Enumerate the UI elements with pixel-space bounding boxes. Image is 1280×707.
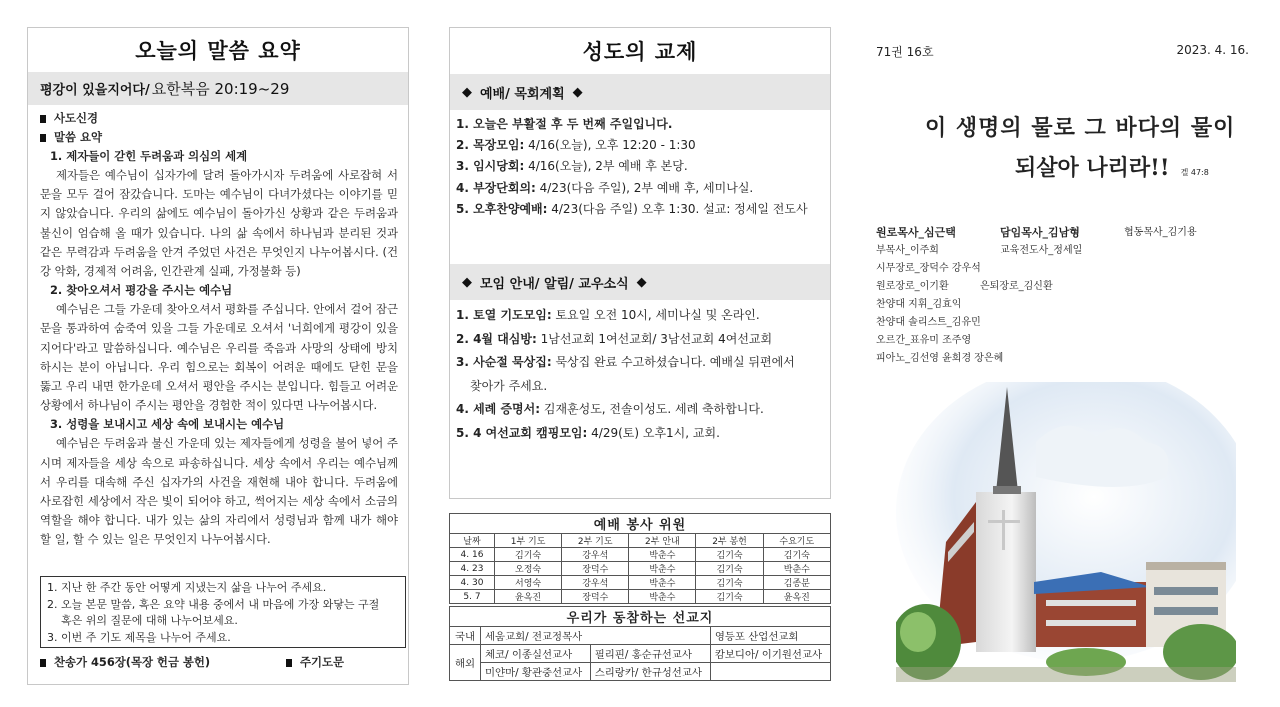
table-row	[450, 663, 831, 681]
table-cell: 박춘수	[629, 590, 696, 604]
diamond-icon: ◆	[636, 274, 647, 290]
table-cell: 캄보디아/ 이기원선교사	[710, 645, 830, 663]
header-cell: 1부 기도	[495, 534, 562, 548]
panel-title: 오늘의 말씀 요약	[135, 39, 301, 63]
church-photo	[896, 382, 1236, 682]
scripture-reference: 요한복음 20:19~29	[151, 80, 290, 98]
table-cell: 4. 23	[450, 562, 495, 576]
news-item: 찾아가 주세요.	[470, 378, 548, 393]
bullet-square-icon	[40, 659, 46, 667]
volume-number: 71권 16호	[876, 45, 934, 59]
table-cell: 미얀마/ 황관중선교사	[481, 663, 591, 681]
section-text: 제자들은 예수님이 십자가에 달려 돌아가시자 두려움에 사로잡혀 서 문을 모두 걸어 잠갔습니다. 도마는 예수님이 다녀가셨다는 이야기를 믿지 않았습니다. 우리의 삶에도 예수님이 돌아가신 상황과 같은 두려움과 불신이 엄습해 올 때가 있습니다. 나의 삶 속에서 하나님과 분리된 것과 같은 무력감과 두려움을 안겨 주었던 사건은 무엇인지 나누어봅시다. (건강 악화, 경제적 어려움, 인간관계 실패, 가정불화 등)	[40, 168, 398, 279]
fellowship-panel	[449, 27, 831, 499]
creed-item: 사도신경	[40, 109, 398, 128]
section-3	[40, 415, 398, 549]
staff-row: 오르간_표유미 조주영	[876, 335, 972, 346]
annex-roof	[1146, 562, 1226, 570]
staff-row: 시무장로_장덕수 강우석	[876, 263, 981, 274]
table-cell: 김기숙	[696, 576, 763, 590]
staff-row: 찬양대 지휘_김효익	[876, 299, 962, 310]
table-cell: 김기숙	[763, 548, 830, 562]
bullet-square-icon	[40, 115, 46, 123]
table-cell: 스리랑카/ 한규성선교사	[590, 663, 710, 681]
worship-header: 예배/ 목회계획	[480, 86, 565, 102]
table-cell: 박춘수	[763, 562, 830, 576]
table-cell: 김기숙	[696, 590, 763, 604]
worship-item: 3. 임시당회: 4/16(오늘), 2부 예배 후 본당.	[456, 159, 688, 174]
window-band	[1046, 620, 1136, 626]
table-cell: 강우석	[562, 576, 629, 590]
table-row	[450, 590, 831, 604]
bell-tower	[976, 492, 1036, 652]
table-cell: 박춘수	[629, 576, 696, 590]
question-item: 2. 오늘 본문 말씀, 혹은 요약 내용 중에서 내 마음에 가장 와닿는 구절	[47, 597, 380, 611]
summary-item: 말씀 요약	[40, 128, 398, 147]
lords-prayer-item: 주기도문	[286, 654, 344, 670]
table-cell: 필리핀/ 홍순규선교사	[590, 645, 710, 663]
header-cell: 2부 안내	[629, 534, 696, 548]
section-text: 예수님은 그들 가운데 찾아오셔서 평화를 주십니다. 안에서 걸어 잠근 문을 통과하여 숨죽여 있을 그들 가운데로 오셔서 '너희에게 평강이 있을지어다'라고 말씀하십니다. 예수님은 우리를 죽음과 사망의 상태에 방치하시는 분이 아닙니다. 우리 힘으로는 회복이 어려운 때에도 닫힌 문을 뚫고 우리 내면 한가운데 오셔서 평안을 주시는 분입니다. 힘들고 어려운 상황에서 하나님이 주시는 평안을 경험한 적이 있다면 나누어봅시다.	[40, 302, 398, 413]
cover-column	[870, 27, 1255, 687]
section-1	[40, 147, 398, 281]
table-caption: 우리가 동참하는 선교지	[450, 607, 831, 627]
news-item: 1. 토열 기도모임: 토요일 오전 10시, 세미나실 및 온라인.	[456, 308, 760, 322]
service-volunteers-table	[449, 513, 831, 604]
ground	[896, 667, 1236, 682]
verse-reference: 겔 47:8	[1180, 168, 1209, 177]
verse-line-1: 이 생명의 물로 그 바다의 물이	[925, 115, 1236, 141]
table-cell: 김종분	[763, 576, 830, 590]
table-header-row	[450, 534, 831, 548]
section-text: 예수님은 두려움과 불신 가운데 있는 제자들에게 성령을 불어 넣어 주시며 제자들을 세상 속으로 파송하십니다. 세상 속에서 우리는 예수님께서 우리를 대속해 주신 십자가의 사건을 재현해 내야 합니다. 두려움에 사로잡힌 세상에서 작은 빛이 되어야 하고, 썩어지는 세상 속에서 소금의 역할을 해야 합니다. 내가 있는 삶의 자리에서 성령님과 함께 내가 해야 할 일, 할 수 있는 일은 무엇인지 나누어봅시다.	[40, 436, 398, 547]
diamond-icon: ◆	[462, 84, 472, 100]
table-cell: 김기숙	[696, 548, 763, 562]
table-cell	[710, 663, 830, 681]
table-row	[450, 576, 831, 590]
table-row	[450, 548, 831, 562]
table-cell: 세움교회/ 전교정목사	[481, 627, 711, 645]
window-band	[1154, 587, 1218, 595]
table-cell: 김기숙	[495, 548, 562, 562]
tree-left-light	[900, 612, 936, 652]
bullet-square-icon	[40, 134, 46, 142]
section-heading: 1. 제자들이 갇힌 두려움과 의심의 세계	[50, 149, 248, 163]
hymn-item: 찬송가 456장(목장 헌금 봉헌)	[40, 655, 210, 669]
table-cell: 장덕수	[562, 590, 629, 604]
table-cell: 박춘수	[629, 548, 696, 562]
table-cell: 서영숙	[495, 576, 562, 590]
discussion-questions-box	[40, 576, 406, 648]
row-label: 국내	[450, 627, 481, 645]
steeple-base	[993, 486, 1021, 494]
staff-row: 피아노_김선영 윤희경 장은혜	[876, 353, 1004, 364]
table-cell: 김기숙	[696, 562, 763, 576]
table-cell: 강우석	[562, 548, 629, 562]
worship-item: 5. 오후찬양예배: 4/23(다음 주일) 오후 1:30. 설교: 정세일 전도사	[456, 201, 808, 216]
section-2	[40, 281, 398, 415]
cross-vertical-icon	[1002, 510, 1005, 550]
table-cell: 5. 7	[450, 590, 495, 604]
table-cell: 윤옥진	[763, 590, 830, 604]
panel-title: 성도의 교제	[582, 40, 698, 64]
news-header-bar	[450, 264, 830, 300]
table-cell: 4. 16	[450, 548, 495, 562]
bulletin-date: 2023. 4. 16.	[1176, 43, 1249, 57]
news-item: 3. 사순절 묵상집: 묵상집 완료 수고하셨습니다. 예배실 뒤편에서	[456, 355, 795, 369]
news-item: 2. 4월 대심방: 1남선교회 1여선교회/ 3남선교회 4여선교회	[456, 331, 773, 346]
table-cell: 오정숙	[495, 562, 562, 576]
bullet-square-icon	[286, 659, 292, 667]
staff-row: 원로목사_심근택 담임목사_김남형 협동목사_김기용	[876, 226, 1197, 239]
table-cell: 체코/ 이종실선교사	[481, 645, 591, 663]
table-row	[450, 562, 831, 576]
table-cell: 4. 30	[450, 576, 495, 590]
sermon-body	[28, 105, 408, 550]
table-cell: 윤옥진	[495, 590, 562, 604]
worship-header-bar	[450, 74, 830, 110]
table-cell: 박춘수	[629, 562, 696, 576]
header-cell: 2부 봉헌	[696, 534, 763, 548]
table-cell: 장덕수	[562, 562, 629, 576]
table-cell: 영등포 산업선교회	[710, 627, 830, 645]
staff-row: 부목사_이주희 교육전도사_정세일	[876, 245, 1083, 256]
news-item: 4. 세례 증명서: 김재훈성도, 전솔이성도. 세례 축하합니다.	[456, 402, 764, 416]
header-cell: 2부 기도	[562, 534, 629, 548]
verse-line-2: 되살아 나리라!! 겔 47:8	[1015, 155, 1209, 181]
row-label: 해외	[450, 645, 481, 681]
cross-horizontal-icon	[988, 520, 1020, 523]
worship-list	[450, 110, 830, 264]
worship-item: 1. 오늘은 부활절 후 두 번째 주일입니다.	[456, 117, 673, 131]
window-band	[1154, 607, 1218, 615]
worship-item: 2. 목장모임: 4/16(오늘), 오후 12:20 - 1:30	[456, 138, 696, 153]
header-cell: 수요기도	[763, 534, 830, 548]
staff-list	[876, 224, 1251, 368]
table-caption: 예배 봉사 위원	[450, 514, 831, 534]
question-item: 1. 지난 한 주간 동안 어떻게 지냈는지 삶을 나누어 주세요.	[47, 581, 327, 594]
header-cell: 날짜	[450, 534, 495, 548]
closing-items	[40, 654, 400, 670]
news-item: 5. 4 여선교회 캠핑모임: 4/29(토) 오후1시, 교회.	[456, 425, 720, 440]
worship-item: 4. 부장단회의: 4/23(다음 주일), 2부 예배 후, 세미나실.	[456, 180, 754, 195]
diamond-icon: ◆	[462, 274, 472, 290]
staff-row: 찬양대 솔리스트_김유민	[876, 317, 981, 328]
section-heading: 3. 성령을 보내시고 세상 속에 보내시는 예수님	[50, 417, 285, 432]
diamond-icon: ◆	[572, 84, 583, 100]
staff-row: 원로장로_이기환 은퇴장로_김신환	[876, 281, 1053, 292]
sermon-title: 평강이 있을지어다/	[40, 83, 150, 98]
news-header: 모임 안내/ 알림/ 교우소식	[480, 276, 629, 292]
section-heading: 2. 찾아오셔서 평강을 주시는 예수님	[50, 283, 233, 298]
question-item: 3. 이번 주 기도 제목을 나누어 주세요.	[47, 630, 231, 644]
question-item: 혹은 위의 질문에 대해 나누어보세요.	[61, 614, 238, 627]
table-row	[450, 645, 831, 663]
window-band	[1046, 600, 1136, 606]
mission-table	[449, 606, 831, 681]
table-row	[450, 627, 831, 645]
news-list	[450, 300, 830, 445]
sermon-title-bar	[28, 72, 408, 105]
sermon-summary-panel	[27, 27, 409, 685]
